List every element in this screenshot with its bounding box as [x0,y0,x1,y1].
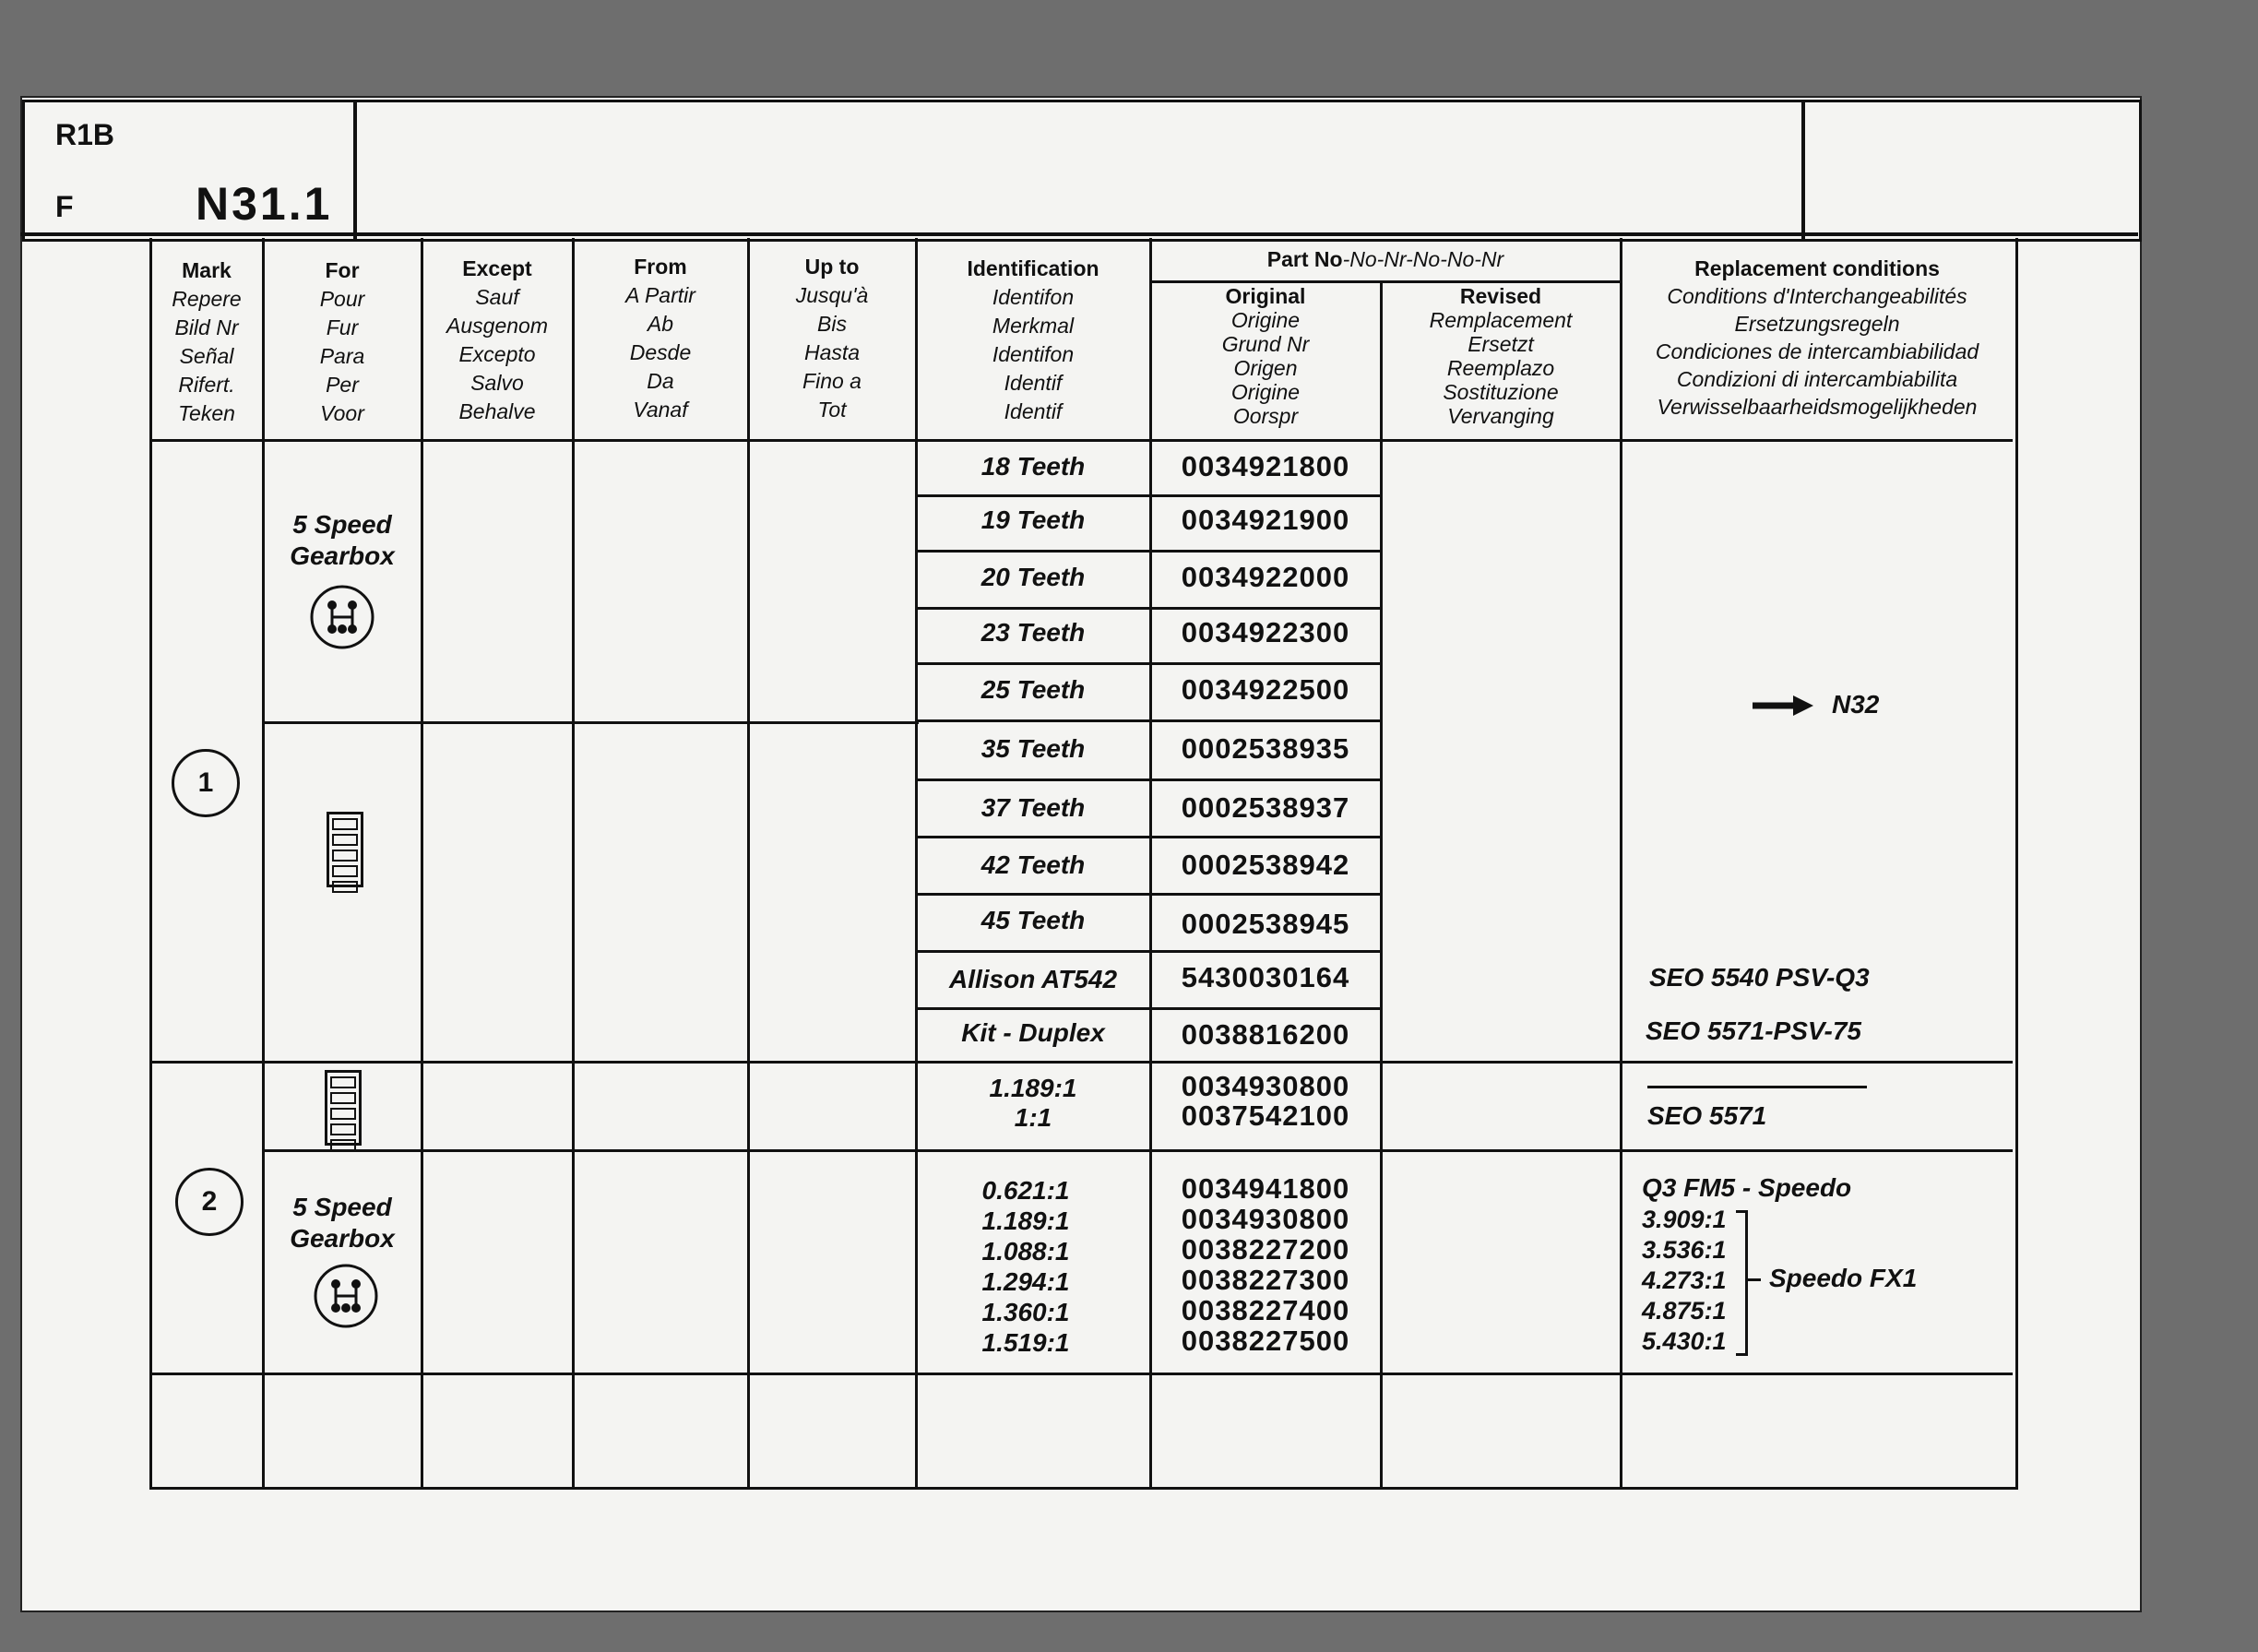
part-number: 0002538935 [1181,732,1350,765]
condition-title: Q3 FM5 - Speedo [1642,1173,1852,1202]
header-for: For Pour Fur Para Per Voor [319,258,365,425]
ident-row: Kit - Duplex [961,1018,1105,1047]
ident-row: 42 Teeth [980,850,1086,879]
header-revised: Revised Remplacement Ersetzt Reemplazo Sostituzione Vervanging [1429,284,1573,428]
mark-2-circle: 2 [175,1168,244,1236]
group-line [149,1373,2013,1375]
model-code: R1B [55,118,115,151]
header-original: Original Origine Grund Nr Origen Origine Oorspr [1221,284,1310,428]
header-bottom-line [149,439,2013,442]
auto-ratio-list: 1.189:1 1:1 [989,1074,1077,1132]
partno-divider [1149,280,1620,283]
part-number: 0002538937 [1181,791,1350,824]
mark-1-circle: 1 [172,749,240,817]
col-line [1620,238,1622,1487]
for-5-speed-gearbox-2: 5 Speed Gearbox [290,1193,395,1253]
condition-ratio-list: 3.909:1 3.536:1 4.273:1 4.875:1 5.430:1 [1642,1206,1727,1355]
part-number: 0038816200 [1181,1018,1350,1051]
condition-kit: SEO 5571-PSV-75 [1646,1016,1861,1045]
ident-row: Allison AT542 [948,965,1118,993]
col-line [262,238,265,1487]
row-line [915,836,1382,838]
part-number: 0034922000 [1181,561,1350,593]
part-number: 0034922500 [1181,673,1350,706]
group-line [149,1061,2013,1064]
ident-row: 19 Teeth [980,505,1086,534]
manual-ratio-list: 0.621:1 1.189:1 1.088:1 1.294:1 1.360:1 1.519:1 [981,1176,1070,1357]
ident-row: 45 Teeth [980,906,1086,934]
part-number: 5430030164 [1181,961,1350,993]
col-line [915,238,918,1487]
header-from: From A Partir Ab Desde Da Vanaf [625,255,695,422]
header-mark: Mark Repere Bild Nr Señal Rifert. Teken [172,258,242,425]
part-number: 0034921900 [1181,504,1350,536]
manual-gearbox-icon [312,1262,380,1330]
row-line [915,893,1382,896]
ident-row: 23 Teeth [980,618,1086,647]
part-number: 0034922300 [1181,616,1350,648]
header-partno: Part No-No-Nr-No-No-Nr [1266,247,1504,271]
part-number: 0002538942 [1181,849,1350,881]
row-line [915,494,1382,497]
ident-row: 37 Teeth [980,793,1086,822]
row-line [915,950,1382,953]
ident-row: 18 Teeth [980,452,1086,481]
condition-auto: SEO 5571 [1647,1101,1767,1130]
header-replacement: Replacement conditions Conditions d'Interchangeabilités Ersetzungsregeln Condiciones de intercambiabilidad Condizioni di intercambiabilita Verwisselbaarheidsmogelijkheden [1655,256,1979,419]
condition-bracket [1736,1210,1748,1356]
reference-page: N32 [1832,690,1880,719]
for-5-speed-gearbox: 5 Speed Gearbox [290,510,395,570]
row-line [915,1007,1382,1010]
row-line [915,719,1382,722]
part-number: 0002538945 [1181,908,1350,940]
col-line [1149,238,1152,1487]
ident-row: 20 Teeth [980,563,1086,591]
automatic-gearbox-icon [327,812,363,887]
col-line [572,238,575,1487]
manual-gearbox-icon [308,583,376,651]
condition-speedo: Speedo FX1 [1769,1264,1918,1292]
header-identification: Identification Identifon Merkmal Identifon Identif Identif [967,256,1099,423]
title-box [354,100,1804,242]
col-line [421,238,423,1487]
automatic-gearbox-icon [325,1070,362,1146]
row-line [915,778,1382,781]
col-line [747,238,750,1487]
row-line [915,550,1382,553]
part-number: 0034921800 [1181,450,1350,482]
language-code: F [55,190,74,223]
group-line [262,1149,2013,1152]
section-line [262,721,919,724]
manual-part-list: 0034941800 0034930800 0038227200 0038227300 0038227400 0038227500 [1181,1172,1350,1357]
right-box [1802,100,2142,242]
row-line [915,662,1382,665]
condition-allison: SEO 5540 PSV-Q3 [1649,963,1870,992]
header-upto: Up to Jusqu'à Bis Hasta Fino a Tot [795,255,869,422]
condition-rule [1647,1086,1867,1088]
col-line [1380,282,1383,1487]
row-line [915,607,1382,610]
page-code: N31.1 [196,178,333,230]
auto-part-list: 0034930800 0037542100 [1181,1070,1350,1132]
arrow-right-icon [1753,694,1813,718]
top-rule [20,232,2138,236]
ident-row: 25 Teeth [980,675,1086,704]
ident-row: 35 Teeth [980,734,1086,763]
header-except: Except Sauf Ausgenom Excepto Salvo Behalve [446,256,548,423]
bracket-tick [1748,1278,1761,1281]
